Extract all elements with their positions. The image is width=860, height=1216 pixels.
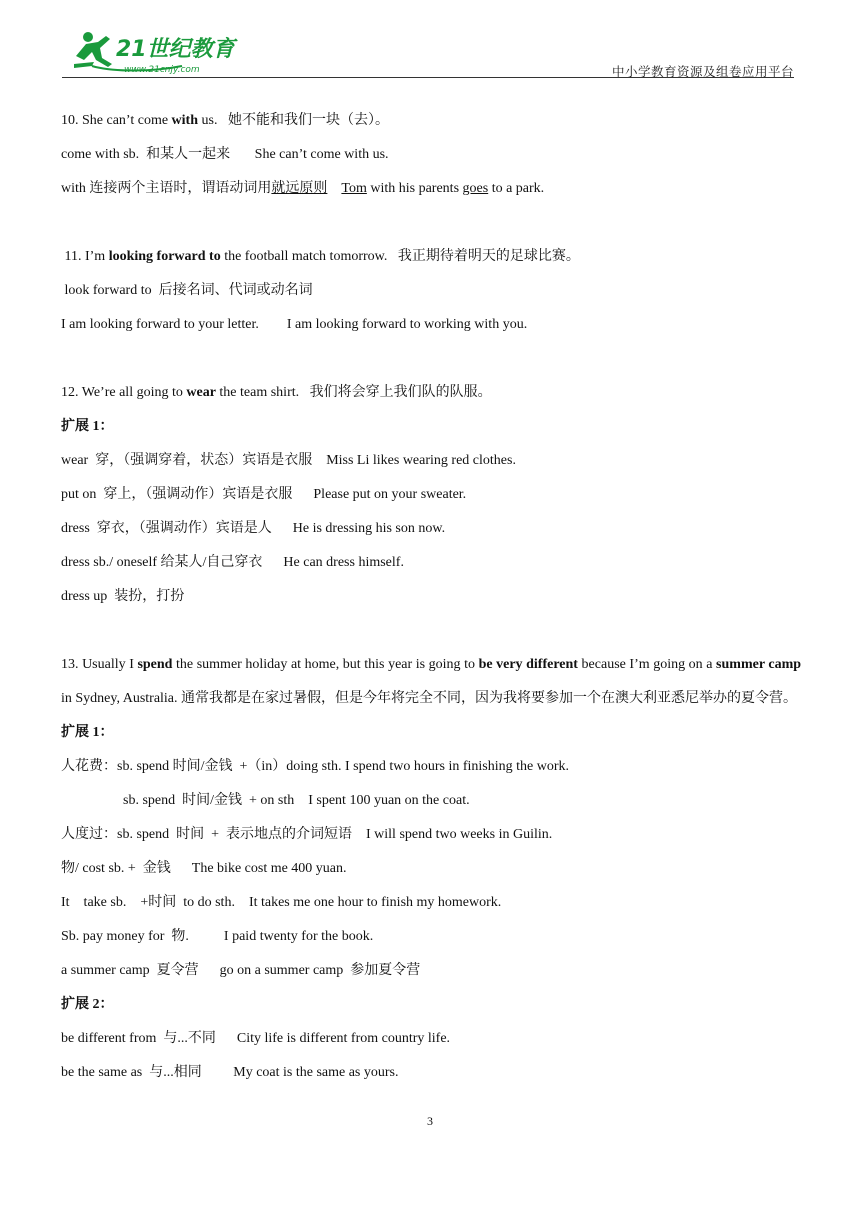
text: 10. She can’t come xyxy=(61,113,172,128)
text: the team shirt. 我们将会穿上我们队的队服。 xyxy=(215,385,492,400)
text xyxy=(327,181,341,196)
s11-examples: I am looking forward to your letter. I am looking forward to working with you. xyxy=(61,317,528,332)
keyword: with xyxy=(171,113,198,128)
s13-extension-1-heading: 扩展 1： xyxy=(61,725,114,740)
text: with 连接两个主语时，谓语动词用 xyxy=(61,181,272,196)
text: with his parents xyxy=(366,181,463,196)
header-divider xyxy=(62,77,794,78)
keyword: spend xyxy=(137,657,173,672)
text: 13. Usually I xyxy=(61,657,138,672)
s10-rule xyxy=(61,172,801,206)
s12-sentence xyxy=(61,376,801,410)
list-item: a summer camp 夏令营 go on a summer camp 参加夏令营 xyxy=(61,963,421,978)
list-item: wear 穿，（强调穿着，状态）宾语是衣服 Miss Li likes wearing red clothes. xyxy=(61,453,516,468)
page-header xyxy=(62,22,794,78)
text: 12. We’re all going to xyxy=(61,385,187,400)
s10-phrase: come with sb. 和某人一起来 She can’t come with us. xyxy=(61,147,389,162)
list-item: dress sb./ oneself 给某人/自己穿衣 He can dress himself. xyxy=(61,555,404,570)
text: 11. I’m xyxy=(61,249,109,264)
s10-sentence xyxy=(61,104,801,138)
logo-runner-icon xyxy=(72,26,262,76)
list-item: dress up 装扮，打扮 xyxy=(61,589,185,604)
page-number: 3 xyxy=(427,1114,433,1128)
s13-paragraph xyxy=(61,648,801,716)
underlined-text: Tom xyxy=(341,181,367,196)
s12-extension-heading: 扩展 1： xyxy=(61,419,114,434)
list-item: put on 穿上，（强调动作）宾语是衣服 Please put on your sweater. xyxy=(61,487,467,502)
text: us. 她不能和我们一块（去）。 xyxy=(198,113,389,128)
text: the summer holiday at home, but this year is going to xyxy=(172,657,479,672)
list-item: 物/ cost sb. + 金钱 The bike cost me 400 yuan. xyxy=(61,861,347,876)
underlined-text: goes xyxy=(462,181,489,196)
text: because I’m going on a xyxy=(577,657,717,672)
keyword: summer camp xyxy=(716,657,802,672)
list-item: It take sb. +时间 to do sth. It takes me one hour to finish my homework. xyxy=(61,895,502,910)
logo-text: 21世纪教育 xyxy=(116,37,235,62)
list-item: 人花费：sb. spend 时间/金钱 +（in）doing sth. I spend two hours in finishing the work. xyxy=(61,759,569,774)
logo-url: www.21cnjy.com xyxy=(124,65,200,75)
list-item: 人度过：sb. spend 时间 + 表示地点的介词短语 I will spend two weeks in Guilin. xyxy=(61,827,553,842)
keyword: be very different xyxy=(478,657,578,672)
list-item: dress 穿衣，（强调动作）宾语是人 He is dressing his son now. xyxy=(61,521,446,536)
logo xyxy=(72,26,262,76)
platform-name: 中小学教育资源及组卷应用平台 xyxy=(611,64,794,79)
document-body xyxy=(61,104,801,1090)
keyword: wear xyxy=(186,385,216,400)
list-item: be different from 与...不同 City life is different from country life. xyxy=(61,1031,451,1046)
list-item: be the same as 与...相同 My coat is the same as yours. xyxy=(61,1065,399,1080)
list-item: sb. spend 时间/金钱 + on sth I spent 100 yuan on the coat. xyxy=(123,793,470,808)
keyword: looking forward to xyxy=(108,249,221,264)
text: to a park. xyxy=(488,181,545,196)
text: in Sydney, Australia. 通常我都是在家过暑假，但是今年将完全不同，因为我将要参加一个在澳大利亚悉尼举办的夏令营。 xyxy=(61,691,798,706)
text: the football match tomorrow. 我正期待着明天的足球比赛。 xyxy=(220,249,580,264)
underlined-text: 就远原则 xyxy=(271,181,328,196)
list-item: Sb. pay money for 物. I paid twenty for the book. xyxy=(61,929,374,944)
s13-extension-2-heading: 扩展 2： xyxy=(61,997,114,1012)
s11-note: look forward to 后接名词、代词或动名词 xyxy=(61,283,313,298)
s11-sentence xyxy=(61,240,801,274)
